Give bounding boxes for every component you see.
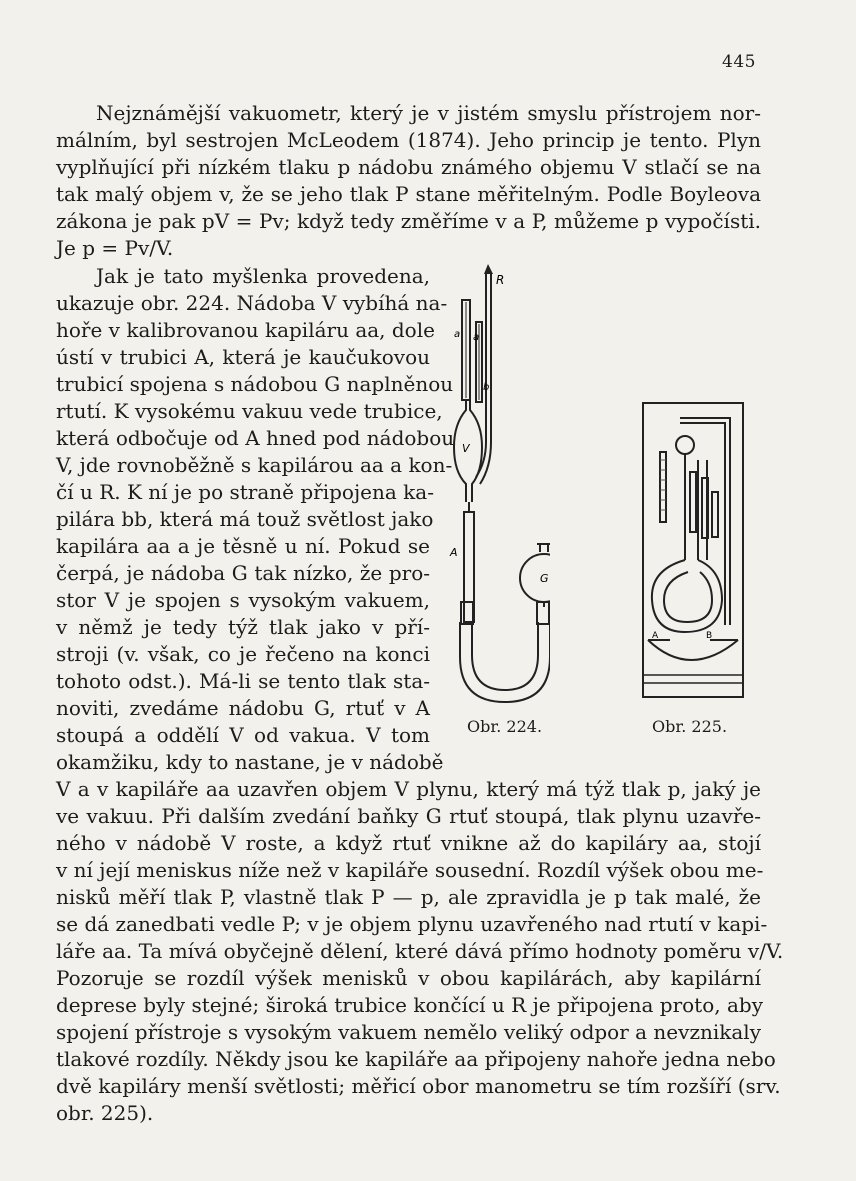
text-line: rtutí. K vysokému vakuu vede trubice, xyxy=(56,399,443,423)
text-line: stroji (v. však, co je řečeno na konci xyxy=(56,642,430,666)
text-line: deprese byly stejné; široká trubice končící u R je připojena proto, aby xyxy=(56,993,764,1017)
text-line: v ní její meniskus níže než v kapiláře sousední. Rozdíl výšek obou me- xyxy=(56,858,764,882)
text-line: V a v kapiláře aa uzavřen objem V plynu, který má týž tlak p, jaký je xyxy=(56,777,761,801)
figure-224 xyxy=(440,262,550,722)
text-line: tlakové rozdíly. Někdy jsou ke kapiláře aa připojeny nahoře jedna nebo xyxy=(56,1047,776,1071)
text-line: Pozoruje se rozdíl výšek menisků v obou kapilárách, aby kapilární xyxy=(56,966,761,990)
text-line: kapilára aa a je těsně u ní. Pokud se xyxy=(56,534,430,558)
text-line: tohoto odst.). Má-li se tento tlak sta- xyxy=(56,669,430,693)
text-line: V, jde rovnoběžně s kapilárou aa a kon- xyxy=(56,453,453,477)
text-line: tak malý objem v, že se jeho tlak P stane měřitelným. Podle Boyleova xyxy=(56,182,761,206)
text-line: stor V je spojen s vysokým vakuem, xyxy=(56,588,430,612)
text-line: trubicí spojena s nádobou G naplněnou xyxy=(56,372,454,396)
text-line: hoře v kalibrovanou kapiláru aa, dole xyxy=(56,318,435,342)
text-line: pilára bb, která má touž světlost jako xyxy=(56,507,434,531)
label-B-225: B xyxy=(706,631,713,641)
text-line: noviti, zvedáme nádobu G, rtuť v A xyxy=(56,696,430,720)
text-line: čerpá, je nádoba G tak nízko, že pro- xyxy=(56,561,430,585)
text-line: čí u R. K ní je po straně připojena ka- xyxy=(56,480,434,504)
text-line: okamžiku, kdy to nastane, je v nádobě xyxy=(56,750,444,774)
text-line: málním, byl sestrojen McLeodem (1874). Jeho princip je tento. Plyn xyxy=(56,128,761,152)
text-line: obr. 225). xyxy=(56,1101,154,1125)
text-line: láře aa. Ta mívá obyčejně dělení, které dává přímo hodnoty poměru v/V. xyxy=(56,939,784,963)
label-G: G xyxy=(540,572,549,585)
text-line: v němž je tedy týž tlak jako v pří- xyxy=(56,615,430,639)
caption-225: Obr. 225. xyxy=(652,717,728,736)
label-R: R xyxy=(496,273,505,287)
text-line: zákona je pak pV = Pv; když tedy změříme v a P, můžeme p vypočísti. xyxy=(56,209,761,233)
text-line: ústí v trubici A, která je kaučukovou xyxy=(56,345,430,369)
text-line: dvě kapiláry menší světlosti; měřicí obor manometru se tím rozšíří (srv. xyxy=(56,1074,781,1098)
text-line: Jak je tato myšlenka provedena, xyxy=(96,264,430,288)
text-line: stoupá a oddělí V od vakua. V tom xyxy=(56,723,430,747)
text-line: Nejznámější vakuometr, který je v jistém smyslu přístrojem nor- xyxy=(96,101,761,125)
text-line: ného v nádobě V roste, a když rtuť vnikne až do kapiláry aa, stojí xyxy=(56,831,761,855)
text-line: vyplňující při nízkém tlaku p nádobu známého objemu V stlačí se na xyxy=(56,155,761,179)
label-a1: a xyxy=(454,329,461,340)
page-number: 445 xyxy=(722,52,756,72)
text-line: která odbočuje od A hned pod nádobou xyxy=(56,426,455,450)
caption-224: Obr. 224. xyxy=(467,717,543,736)
text-line: se dá zanedbati vedle P; v je objem plynu uzavřeného nad rtutí v kapi- xyxy=(56,912,768,936)
label-A-225: A xyxy=(652,631,659,641)
label-a2: a xyxy=(473,332,480,343)
label-A: A xyxy=(450,546,458,559)
text-line: ukazuje obr. 224. Nádoba V vybíhá na- xyxy=(56,291,448,315)
text-line: nisků měří tlak P, vlastně tlak P — p, ale zpravidla je p tak malé, že xyxy=(56,885,761,909)
label-b: b xyxy=(483,382,490,393)
figure-225 xyxy=(640,400,750,700)
label-V: V xyxy=(462,442,470,455)
text-line: Je p = Pv/V. xyxy=(56,236,174,260)
text-line: ve vakuu. Při dalším zvedání baňky G rtuť stoupá, tlak plynu uzavře- xyxy=(56,804,761,828)
text-line: spojení přístroje s vysokým vakuem nemělo veliký odpor a nevznikaly xyxy=(56,1020,761,1044)
